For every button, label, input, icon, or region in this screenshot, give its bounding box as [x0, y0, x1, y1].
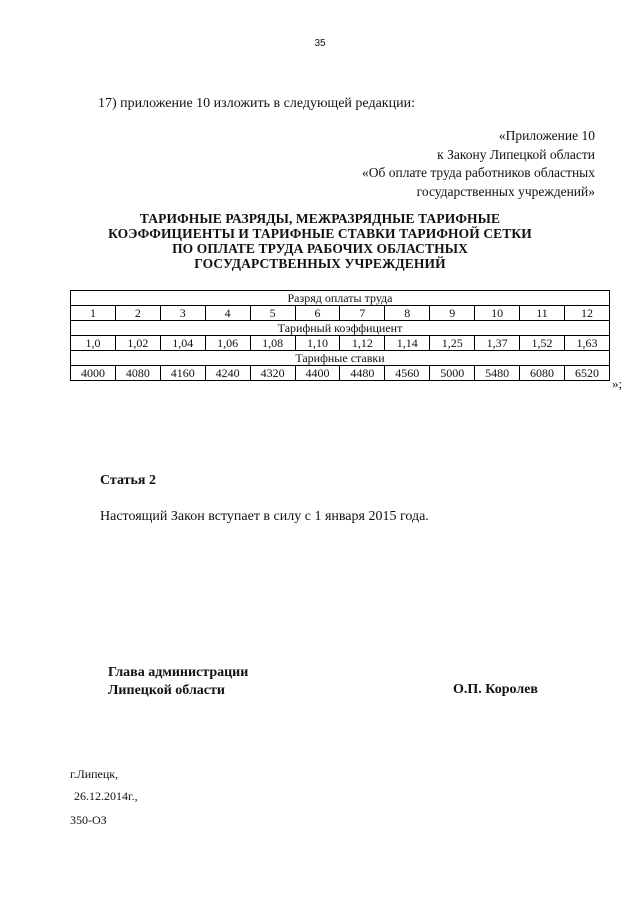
coefficient-cell: 1,10: [295, 336, 340, 351]
rate-cell: 5000: [430, 366, 475, 381]
appendix-line-3: «Об оплате труда работников областных: [362, 165, 595, 180]
grade-cell: 8: [385, 306, 430, 321]
grade-cell: 6: [295, 306, 340, 321]
coefficient-cell: 1,14: [385, 336, 430, 351]
footer-law-number: 350-ОЗ: [70, 813, 107, 827]
rate-cell: 6080: [520, 366, 565, 381]
rate-cell: 4320: [250, 366, 295, 381]
grade-cell: 9: [430, 306, 475, 321]
rate-cell: 4160: [160, 366, 205, 381]
coefficient-cell: 1,37: [475, 336, 520, 351]
grade-cell: 2: [115, 306, 160, 321]
grade-cell: 11: [520, 306, 565, 321]
footer-place: г.Липецк,: [70, 767, 119, 781]
grades-row: [71, 306, 610, 321]
rate-cell: 4080: [115, 366, 160, 381]
coefficient-cell: 1,25: [430, 336, 475, 351]
signatory-name: О.П. Королев: [453, 682, 538, 697]
title-line: КОЭФФИЦИЕНТЫ И ТАРИФНЫЕ СТАВКИ ТАРИФНОЙ СЕТКИ: [108, 226, 532, 241]
coefficient-cell: 1,63: [564, 336, 609, 351]
table-header-row: [71, 321, 610, 336]
title-line: ТАРИФНЫЕ РАЗРЯДЫ, МЕЖРАЗРЯДНЫЕ ТАРИФНЫЕ: [139, 211, 501, 226]
coefficient-cell: 1,08: [250, 336, 295, 351]
title-line: ГОСУДАРСТВЕННЫХ УЧРЕЖДЕНИЙ: [194, 256, 446, 271]
position-line-2: Липецкой области: [108, 683, 225, 698]
grade-cell: 7: [340, 306, 385, 321]
appendix-line-4: государственных учреждений»: [416, 183, 595, 199]
grade-cell: 3: [160, 306, 205, 321]
rates-row: [71, 366, 610, 381]
coefficient-cell: 1,06: [205, 336, 250, 351]
tariff-table: [70, 290, 610, 381]
rate-cell: 4400: [295, 366, 340, 381]
coefficient-cell: 1,52: [520, 336, 565, 351]
grade-cell: 1: [71, 306, 116, 321]
appendix-header: [362, 127, 595, 201]
coefficient-cell: 1,0: [71, 336, 116, 351]
document-title: [70, 211, 570, 271]
rate-cell: 6520: [564, 366, 609, 381]
coefficient-cell: 1,02: [115, 336, 160, 351]
table-header-row: [71, 351, 610, 366]
grade-cell: 12: [564, 306, 609, 321]
rates-header-cell: Тарифные ставки: [71, 351, 610, 366]
amendment-text: 17) приложение 10 изложить в следующей редакции:: [98, 96, 415, 111]
table-header-row: [71, 291, 610, 306]
footer-date: 26.12.2014г.,: [74, 789, 138, 803]
rate-cell: 4560: [385, 366, 430, 381]
closing-quote: »;: [612, 376, 623, 391]
grade-cell: 10: [475, 306, 520, 321]
page-number: 35: [314, 38, 326, 49]
rate-cell: 4000: [71, 366, 116, 381]
article-heading: Статья 2: [100, 473, 156, 488]
appendix-line-2: к Закону Липецкой области: [437, 146, 595, 162]
coefficient-cell: 1,12: [340, 336, 385, 351]
signatory-position: [108, 664, 248, 700]
article-body: Настоящий Закон вступает в силу с 1 января 2015 года.: [100, 509, 429, 524]
position-line-1: Глава администрации: [108, 665, 249, 680]
grade-header-cell: Разряд оплаты труда: [71, 291, 610, 306]
grade-cell: 5: [250, 306, 295, 321]
rate-cell: 4480: [340, 366, 385, 381]
title-line: ПО ОПЛАТЕ ТРУДА РАБОЧИХ ОБЛАСТНЫХ: [172, 241, 468, 256]
rate-cell: 4240: [205, 366, 250, 381]
coeff-header-cell: Тарифный коэффициент: [71, 321, 610, 336]
coefficients-row: [71, 336, 610, 351]
coefficient-cell: 1,04: [160, 336, 205, 351]
appendix-line-1: «Приложение 10: [498, 128, 595, 143]
grade-cell: 4: [205, 306, 250, 321]
rate-cell: 5480: [475, 366, 520, 381]
